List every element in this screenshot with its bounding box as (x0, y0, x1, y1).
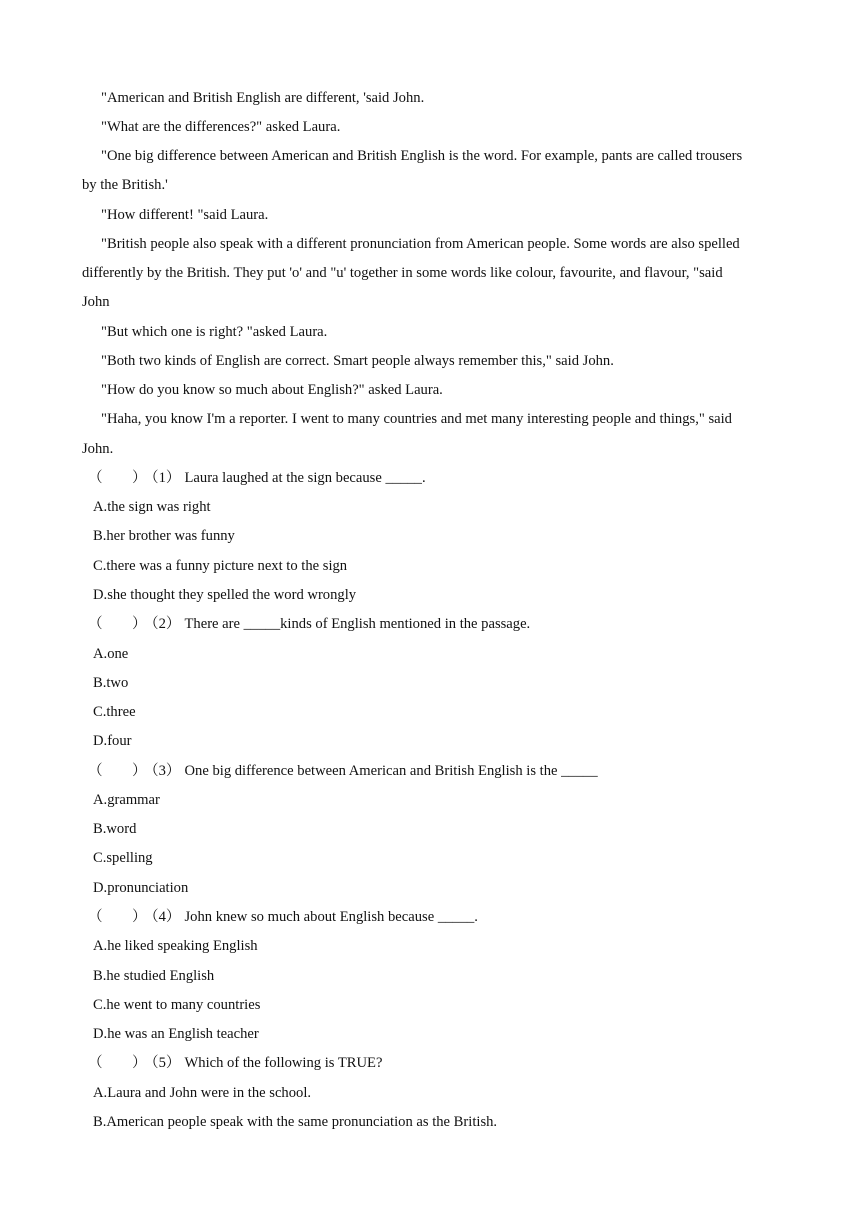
passage-line: John. (82, 441, 114, 457)
answer-blank-close: ） (132, 470, 147, 486)
question-number: （2） (144, 616, 181, 632)
option-d: D.four (93, 733, 132, 749)
passage-line: "What are the differences?" asked Laura. (101, 119, 341, 135)
answer-blank-open[interactable]: （ (88, 616, 103, 632)
option-b: B.word (93, 821, 137, 837)
option-c: C.three (93, 704, 136, 720)
option-d: D.she thought they spelled the word wrongly (93, 587, 357, 603)
option-a: A.Laura and John were in the school. (93, 1085, 312, 1101)
question-stem (88, 761, 598, 781)
question-text: One big difference between American and British English is the _____ (184, 763, 598, 779)
question-stem (88, 614, 530, 634)
passage-line: John (82, 294, 110, 310)
question-text: There are _____kinds of English mentioned in the passage. (184, 616, 531, 632)
option-d: D.he was an English teacher (93, 1026, 259, 1042)
passage-line: "British people also speak with a different pronunciation from American people. Some words are also spelled (101, 236, 740, 252)
answer-blank-close: ） (132, 909, 147, 925)
option-b: B.her brother was funny (93, 528, 235, 544)
answer-blank-close: ） (132, 1055, 147, 1071)
option-a: A.he liked speaking English (93, 938, 258, 954)
option-b: B.he studied English (93, 968, 215, 984)
passage-line: "One big difference between American and British English is the word. For example, pants are called trousers (101, 148, 743, 164)
answer-blank-close: ） (132, 616, 147, 632)
passage-line: by the British.' (82, 177, 168, 193)
passage-line: "American and British English are different, 'said John. (101, 90, 425, 106)
passage-line: "Haha, you know I'm a reporter. I went to many countries and met many interesting people and things," said (101, 411, 732, 427)
option-a: A.grammar (93, 792, 160, 808)
question-number: （1） (144, 470, 181, 486)
passage-line: "But which one is right? "asked Laura. (101, 324, 328, 340)
option-c: C.there was a funny picture next to the sign (93, 558, 348, 574)
question-stem (88, 1053, 382, 1073)
question-stem (88, 468, 426, 488)
option-a: A.one (93, 646, 129, 662)
passage-line: differently by the British. They put 'o' and "u' together in some words like colour, favourite, and flavour, "said (82, 265, 723, 281)
passage-line: "Both two kinds of English are correct. Smart people always remember this," said John. (101, 353, 614, 369)
question-text: Which of the following is TRUE? (184, 1055, 383, 1071)
question-stem (88, 907, 478, 927)
answer-blank-close: ） (132, 763, 147, 779)
option-c: C.he went to many countries (93, 997, 261, 1013)
passage-line: "How do you know so much about English?" asked Laura. (101, 382, 443, 398)
option-b: B.two (93, 675, 129, 691)
passage-line: "How different! "said Laura. (101, 207, 269, 223)
option-b: B.American people speak with the same pronunciation as the British. (93, 1114, 498, 1130)
answer-blank-open[interactable]: （ (88, 909, 103, 925)
answer-blank-open[interactable]: （ (88, 1055, 103, 1071)
option-c: C.spelling (93, 850, 153, 866)
question-number: （3） (144, 763, 181, 779)
question-number: （4） (144, 909, 181, 925)
answer-blank-open[interactable]: （ (88, 763, 103, 779)
question-number: （5） (144, 1055, 181, 1071)
answer-blank-open[interactable]: （ (88, 470, 103, 486)
question-text: Laura laughed at the sign because _____. (184, 470, 426, 486)
option-a: A.the sign was right (93, 499, 211, 515)
question-text: John knew so much about English because _____. (184, 909, 478, 925)
option-d: D.pronunciation (93, 880, 189, 896)
